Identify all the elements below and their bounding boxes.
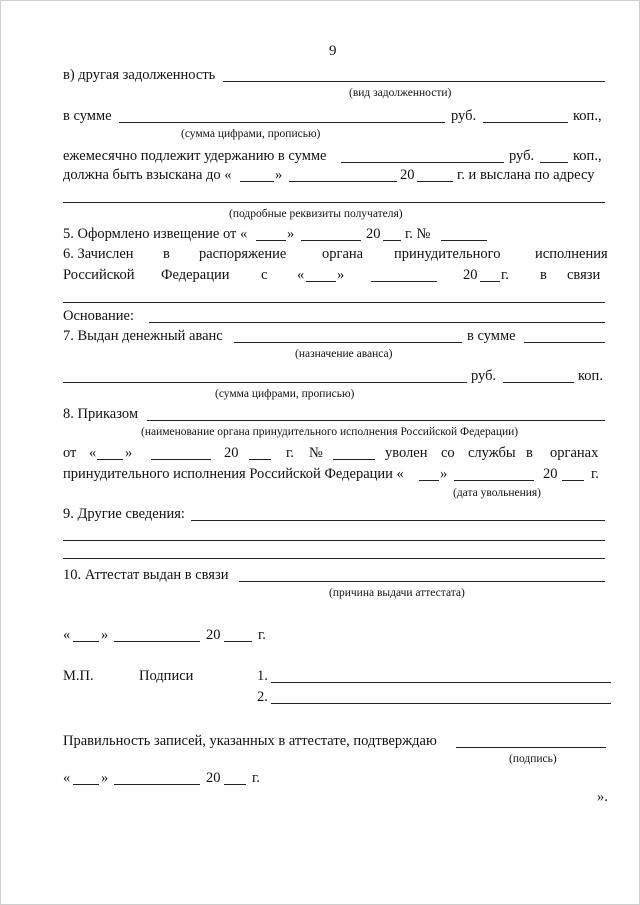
item-8-l2w4: 20	[224, 445, 239, 461]
item-6-l2w5: »	[337, 267, 345, 283]
item-5-number-label: г. №	[405, 226, 431, 242]
signature-2-line[interactable]	[271, 703, 611, 704]
item-6-l2w9: связи	[567, 267, 601, 283]
item-6-month-line[interactable]	[371, 281, 437, 282]
item-8-l2w6: №	[309, 445, 323, 461]
order-year-line[interactable]	[249, 459, 271, 460]
kop-label: коп.,	[573, 108, 602, 124]
confirm-month-line[interactable]	[114, 784, 200, 785]
rub2-label: руб.	[509, 148, 535, 164]
item-6-w1: 6. Зачислен	[63, 246, 134, 262]
order-month-line[interactable]	[151, 459, 211, 460]
dismissal-month-line[interactable]	[454, 480, 534, 481]
item-8-l2w8: со	[441, 445, 455, 461]
item-8-l2w7: уволен	[385, 445, 428, 461]
sum-line[interactable]	[119, 122, 445, 123]
collect-by-label: должна быть взыскана до «	[63, 167, 232, 183]
order-number-line[interactable]	[333, 459, 375, 460]
caption-sum: (сумма цифрами, прописью)	[181, 128, 321, 140]
item-5-quote: »	[287, 226, 295, 242]
other-info-line-2[interactable]	[63, 540, 605, 541]
item-8-l3year: 20	[543, 466, 558, 482]
item-5-number-line[interactable]	[441, 240, 487, 241]
quote-close: »	[275, 167, 283, 183]
signatures-label: Подписи	[139, 668, 194, 684]
item-10-g: г.	[258, 627, 266, 643]
rub-line[interactable]	[483, 122, 568, 123]
item-5-day-line[interactable]	[256, 240, 286, 241]
item-6-l2w7: г.	[501, 267, 509, 283]
rub-label: руб.	[451, 108, 477, 124]
item-5-month-line[interactable]	[301, 240, 361, 241]
confirm-g: г.	[252, 770, 260, 786]
item-7-sum-label: в сумме	[467, 328, 516, 344]
item-6-l2w6: 20	[463, 267, 478, 283]
other-debt-label: в) другая задолженность	[63, 67, 216, 83]
issue-month-line[interactable]	[114, 641, 200, 642]
item-6-l2w1: Российской	[63, 267, 135, 283]
caption-attestation-reason: (причина выдачи аттестата)	[329, 587, 465, 599]
page-number: 9	[329, 43, 337, 59]
confirm-label: Правильность записей, указанных в аттестате, подтверждаю	[63, 733, 437, 749]
item-5-label: 5. Оформлено извещение от «	[63, 226, 248, 242]
item-8-l2w10: в	[526, 445, 533, 461]
item-10-date-close: »	[101, 627, 109, 643]
item-5-year-line[interactable]	[383, 240, 401, 241]
confirm-year-line[interactable]	[224, 784, 246, 785]
item-6-l2w2: Федерации	[161, 267, 230, 283]
recipient-line[interactable]	[63, 202, 605, 203]
item-8-l2w2: «	[89, 445, 97, 461]
basis-label: Основание:	[63, 308, 134, 324]
item-8-l2w9: службы	[468, 445, 516, 461]
item-6-w3: распоряжение	[199, 246, 287, 262]
item-7-kop-line[interactable]	[503, 382, 574, 383]
item-8-l3b: »	[440, 466, 448, 482]
kop2-line[interactable]	[540, 162, 568, 163]
caption-requisites: (подробные реквизиты получателя)	[229, 208, 403, 220]
confirm-year: 20	[206, 770, 221, 786]
confirm-signature-line[interactable]	[456, 747, 606, 748]
advance-purpose-line[interactable]	[234, 342, 462, 343]
caption-debt-type: (вид задолженности)	[349, 87, 452, 99]
order-org-line[interactable]	[147, 420, 605, 421]
advance-sum-words-line[interactable]	[63, 382, 467, 383]
signature-1-number: 1.	[257, 668, 268, 684]
item-5-year: 20	[366, 226, 381, 242]
caption-dismissal-date: (дата увольнения)	[453, 487, 542, 499]
debt-type-line[interactable]	[223, 81, 605, 82]
collect-year-line[interactable]	[417, 181, 453, 182]
item-6-l2w4: «	[297, 267, 305, 283]
caption-advance-sum: (сумма цифрами, прописью)	[215, 388, 355, 400]
other-info-line-1[interactable]	[191, 520, 605, 521]
item-8-l3: принудительного исполнения Российской Федерации «	[63, 466, 404, 482]
sent-to-address-label: г. и выслана по адресу	[457, 167, 595, 183]
item-10-year: 20	[206, 627, 221, 643]
item-6-l2w8: в	[540, 267, 547, 283]
dismissal-year-line[interactable]	[562, 480, 584, 481]
collect-day-line[interactable]	[240, 181, 274, 182]
item-10-label: 10. Аттестат выдан в связи	[63, 567, 229, 583]
item-7-label: 7. Выдан денежный аванс	[63, 328, 223, 344]
item-6-w2: в	[163, 246, 170, 262]
item-6-w6: исполнения	[535, 246, 608, 262]
item-10-date-open: «	[63, 627, 71, 643]
signature-2-number: 2.	[257, 689, 268, 705]
item-6-w4: органа	[322, 246, 364, 262]
item-6-reason-line[interactable]	[63, 302, 605, 303]
kop2-label: коп.,	[573, 148, 602, 164]
caption-advance-purpose: (назначение аванса)	[295, 348, 393, 360]
caption-org: (наименование органа принудительного исполнения Российской Федерации)	[141, 426, 519, 438]
year-20: 20	[400, 167, 415, 183]
closing-quote: ».	[597, 789, 608, 805]
issue-year-line[interactable]	[224, 641, 252, 642]
caption-signature: (подпись)	[509, 753, 557, 765]
item-6-day-line[interactable]	[306, 281, 336, 282]
item-8-l2w11: органах	[550, 445, 599, 461]
item-9-label: 9. Другие сведения:	[63, 506, 185, 522]
monthly-deduction-label: ежемесячно подлежит удержанию в сумме	[63, 148, 327, 164]
item-8-label: 8. Приказом	[63, 406, 139, 422]
collect-month-line[interactable]	[289, 181, 397, 182]
issue-day-line[interactable]	[73, 641, 99, 642]
confirm-day-line[interactable]	[73, 784, 99, 785]
basis-line[interactable]	[149, 322, 605, 323]
item-6-l2w3: с	[261, 267, 268, 283]
sum-label: в сумме	[63, 108, 112, 124]
dismissal-day-line[interactable]	[419, 480, 439, 481]
signature-1-line[interactable]	[271, 682, 611, 683]
item-8-l2w3: »	[125, 445, 133, 461]
monthly-sum-line[interactable]	[341, 162, 504, 163]
item-6-w5: принудительного	[394, 246, 501, 262]
confirm-date-close: »	[101, 770, 109, 786]
other-info-line-3[interactable]	[63, 558, 605, 559]
item-7-rub: руб.	[471, 368, 497, 384]
stamp-place: М.П.	[63, 668, 94, 684]
order-day-line[interactable]	[97, 459, 123, 460]
item-8-l3g: г.	[591, 466, 599, 482]
item-8-l2w1: от	[63, 445, 77, 461]
item-8-l2w5: г.	[286, 445, 294, 461]
item-7-kop: коп.	[578, 368, 603, 384]
item-6-year-line[interactable]	[480, 281, 500, 282]
advance-sum-line[interactable]	[524, 342, 605, 343]
attestation-reason-line[interactable]	[239, 581, 605, 582]
confirm-date-open: «	[63, 770, 71, 786]
